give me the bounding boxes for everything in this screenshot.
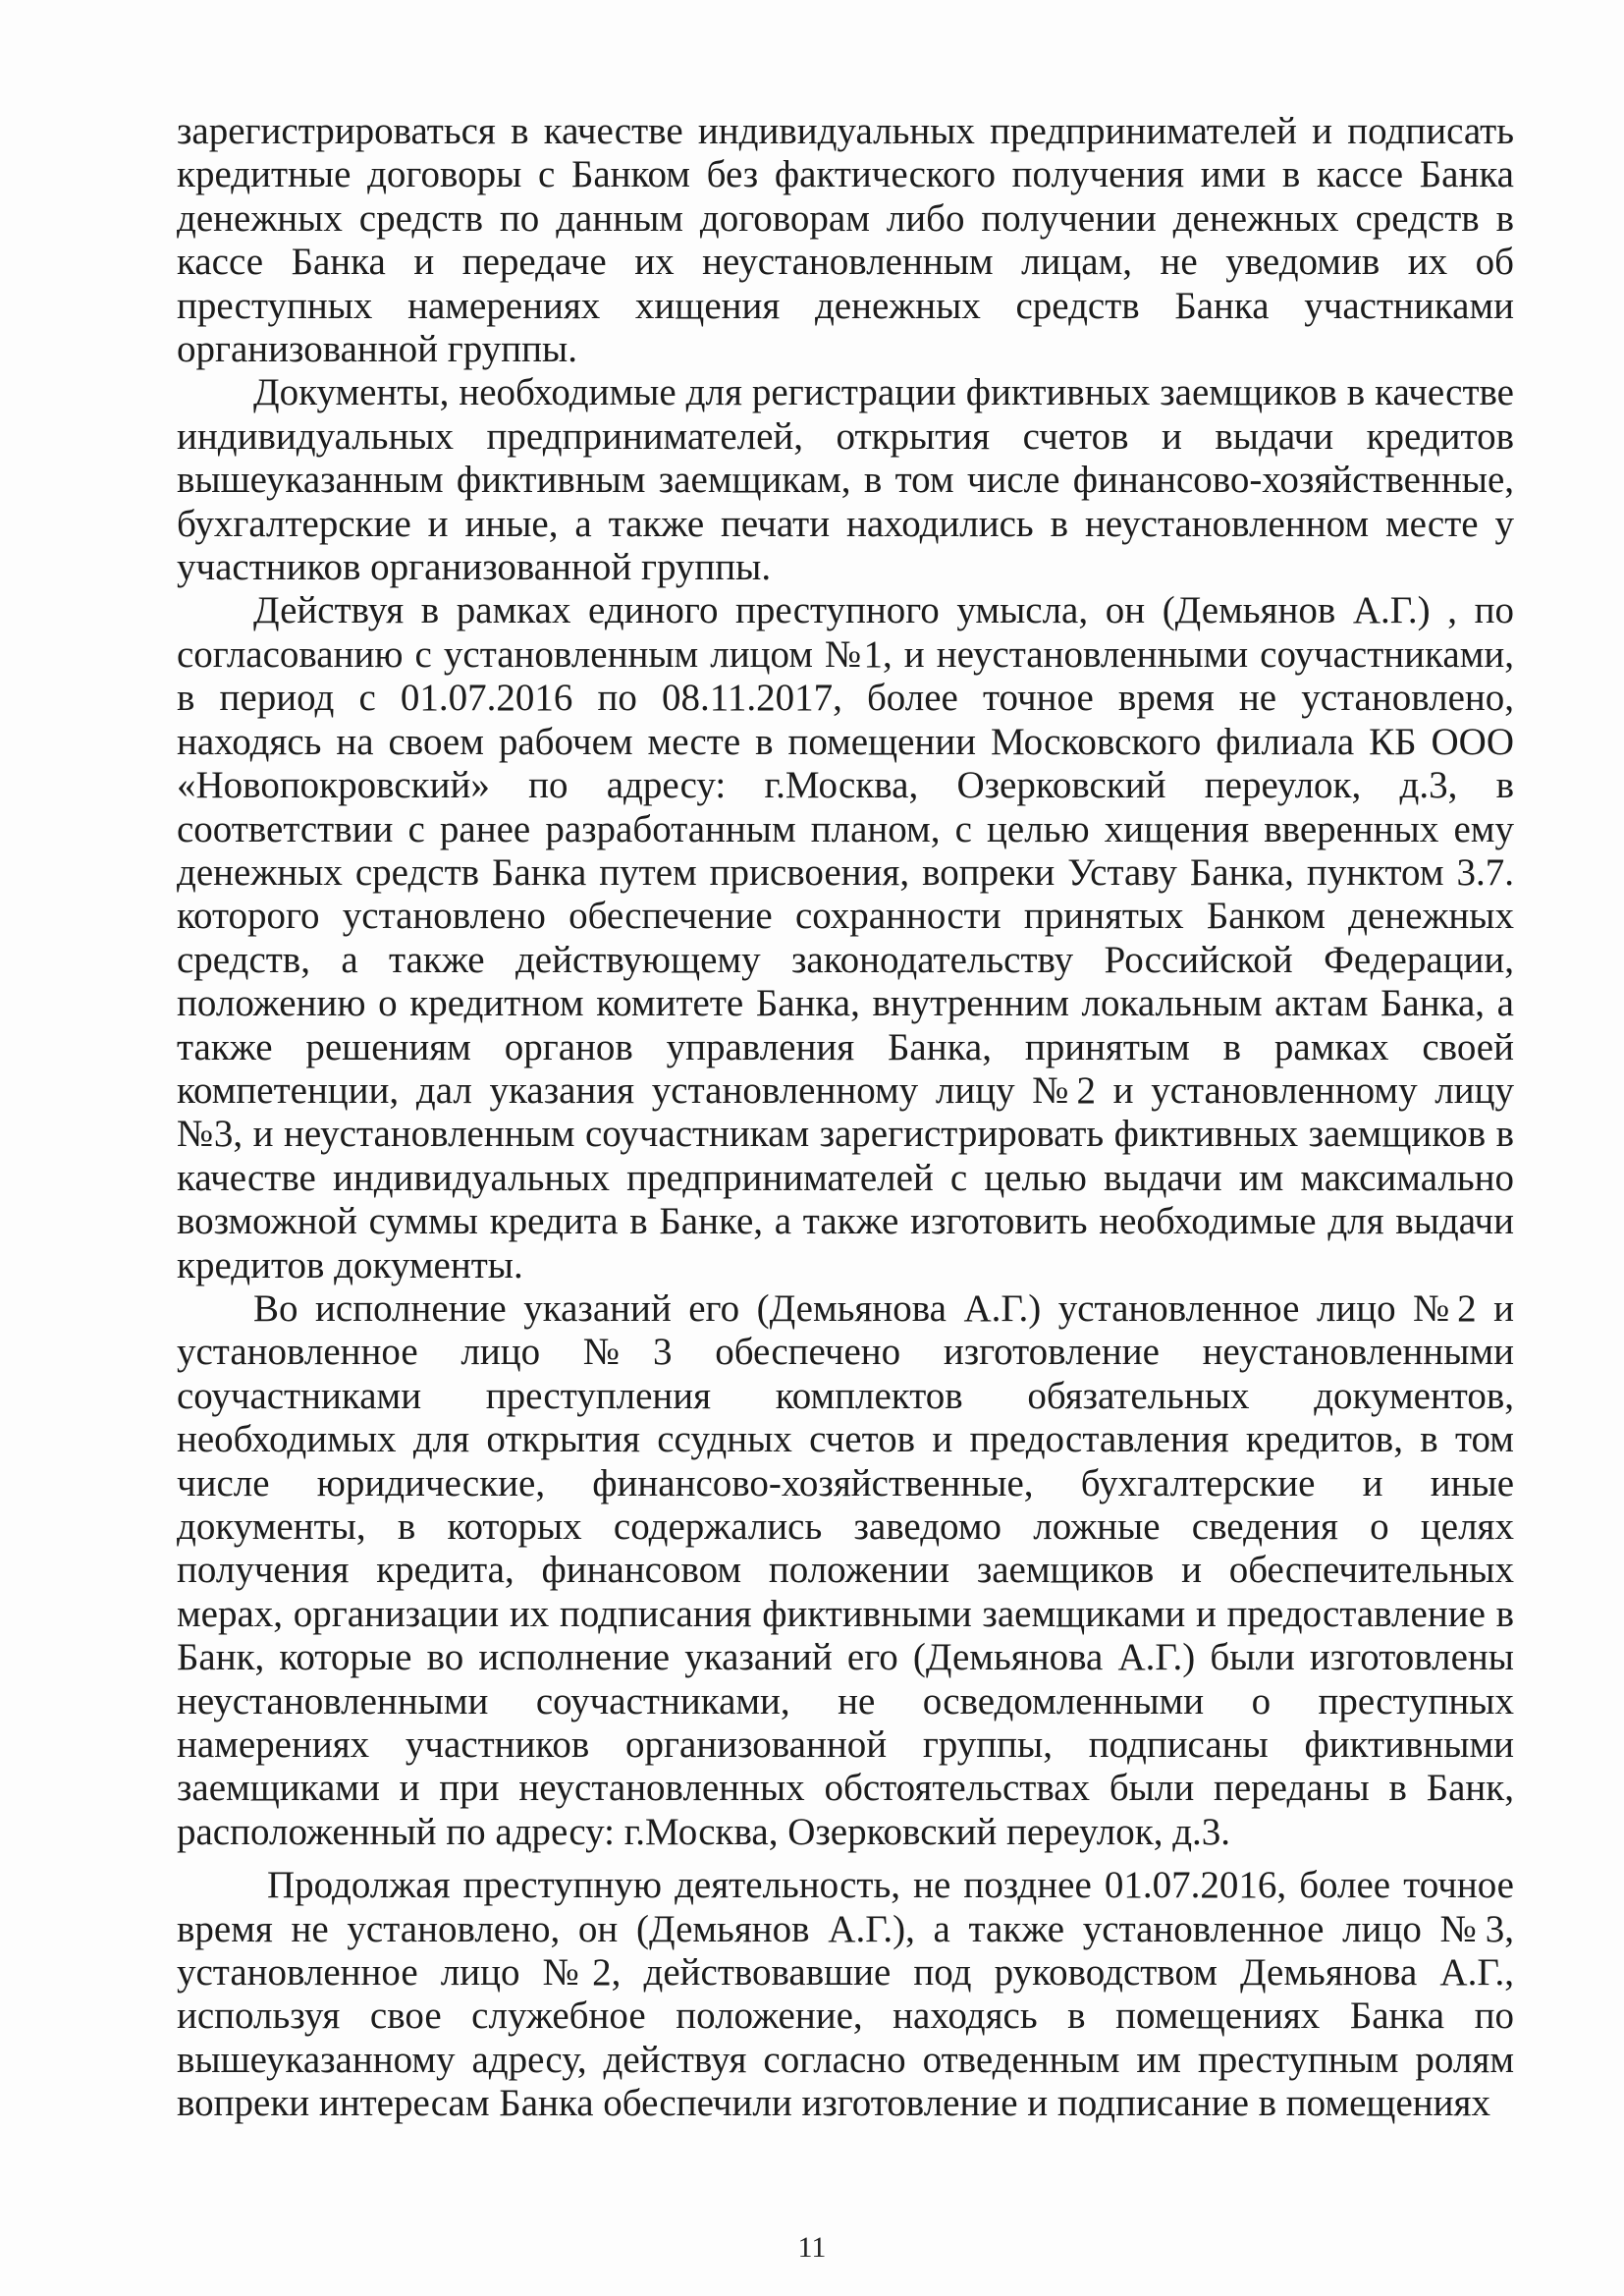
paragraph-3: Действуя в рамках единого преступного умысла, он (Демьянов А.Г.) , по согласованию с установленным лицом №1, и неустановленными соучастниками, в период с 01.07.2016 по 08.11.2017, более точное время не установлено, находясь на своем рабочем месте в помещении Московского филиала КБ ООО «Новопокровский» по адресу: г.Москва, Озерковский переулок, д.3, в соответствии с ранее разработанным планом, с целью хищения вверенных ему денежных средств Банка путем присвоения, вопреки Уставу Банка, пунктом 3.7. которого установлено обеспечение сохранности принятых Банком денежных средств, а также действующему законодательству Российской Федерации, положению о кредитном комитете Банка, внутренним локальным актам Банка, а также решениям органов управления Банка, принятым в рамках своей компетенции, дал указания установленному лицу №2 и установленному лицу №3, и неустановленным соучастникам зарегистрировать фиктивных заемщиков в качестве индивидуальных предпринимателей с целью выдачи им максимально возможной суммы кредита в Банке, а также изготовить необходимые для выдачи кредитов документы.	[177, 589, 1514, 1286]
document-body	[177, 110, 1514, 2126]
page-number: 11	[797, 2231, 827, 2264]
paragraph-5: Продолжая преступную деятельность, не позднее 01.07.2016, более точное время не установлено, он (Демьянов А.Г.), а также установленное лицо №3, установленное лицо №2, действовавшие под руководством Демьянова А.Г., используя свое служебное положение, находясь в помещениях Банка по вышеуказанному адресу, действуя согласно отведенным им преступным ролям вопреки интересам Банка обеспечили изготовление и подписание в помещениях	[177, 1864, 1514, 2125]
paragraph-2: Документы, необходимые для регистрации фиктивных заемщиков в качестве индивидуальных предпринимателей, открытия счетов и выдачи кредитов вышеуказанным фиктивным заемщикам, в том числе финансово-хозяйственные, бухгалтерские и иные, а также печати находились в неустановленном месте у участников организованной группы.	[177, 371, 1514, 589]
paragraph-1: зарегистрироваться в качестве индивидуальных предпринимателей и подписать кредитные договоры с Банком без фактического получения ими в кассе Банка денежных средств по данным договорам либо получении денежных средств в кассе Банка и передаче их неустановленным лицам, не уведомив их об преступных намерениях хищения денежных средств Банка участниками организованной группы.	[177, 110, 1514, 371]
paragraph-4: Во исполнение указаний его (Демьянова А.Г.) установленное лицо №2 и установленное лицо №3 обеспечено изготовление неустановленными соучастниками преступления комплектов обязательных документов, необходимых для открытия ссудных счетов и предоставления кредитов, в том числе юридические, финансово-хозяйственные, бухгалтерские и иные документы, в которых содержались заведомо ложные сведения о целях получения кредита, финансовом положении заемщиков и обеспечительных мерах, организации их подписания фиктивными заемщиками и предоставление в Банк, которые во исполнение указаний его (Демьянова А.Г.) были изготовлены неустановленными соучастниками, не осведомленными о преступных намерениях участников организованной группы, подписаны фиктивными заемщиками и при неустановленных обстоятельствах были переданы в Банк, расположенный по адресу: г.Москва, Озерковский переулок, д.3.	[177, 1286, 1514, 1853]
